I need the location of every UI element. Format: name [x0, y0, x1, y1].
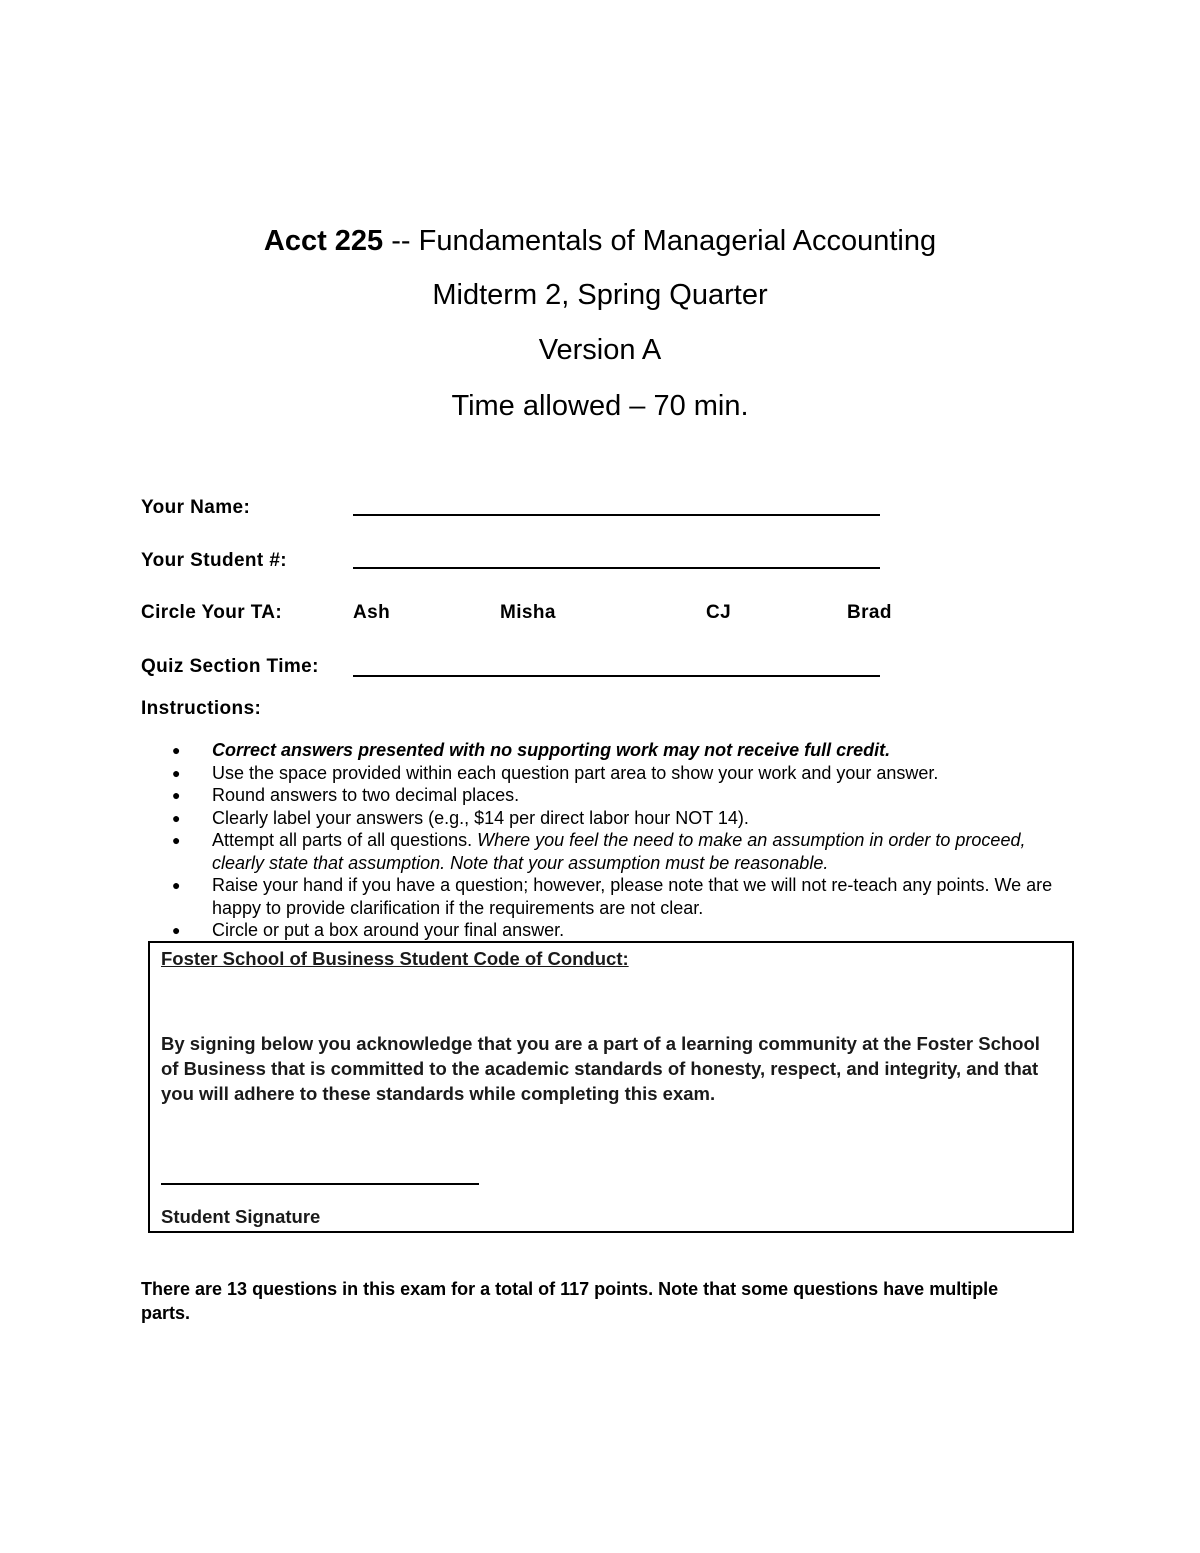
student-number-label: Your Student #: — [141, 550, 288, 571]
bullet-icon: ● — [172, 742, 181, 758]
time-allowed: Time allowed – 70 min. — [451, 390, 749, 422]
signature-line[interactable] — [161, 1183, 479, 1185]
bullet-icon: ● — [172, 832, 181, 848]
list-item — [172, 762, 1072, 785]
course-title-line — [0, 224, 1200, 258]
list-item — [172, 874, 1072, 919]
bullet-icon: ● — [172, 809, 181, 826]
course-code: Acct 225 — [263, 225, 384, 257]
course-title: -- Fundamentals of Managerial Accounting — [383, 225, 937, 257]
instruction-text: Clearly label your answers (e.g., $14 per direct labor hour NOT 14). — [212, 807, 749, 828]
exam-summary-note: There are 13 questions in this exam for a total of 117 points. Note that some questions have multiple parts. — [141, 1279, 999, 1323]
student-number-blank-line[interactable] — [353, 567, 880, 569]
list-item — [172, 919, 1072, 942]
bullet-icon: ● — [172, 877, 181, 893]
instruction-text: Circle or put a box around your final answer. — [212, 920, 565, 940]
name-label: Your Name: — [141, 497, 251, 518]
list-item — [172, 739, 1072, 762]
bullet-icon: ● — [172, 922, 181, 938]
list-item — [172, 829, 1072, 874]
instructions-list — [172, 739, 1072, 942]
quiz-section-blank-line[interactable] — [353, 675, 880, 677]
code-of-conduct-title: Foster School of Business Student Code of Conduct: — [161, 948, 629, 969]
instruction-text-italic: Where you feel the need to make an assumption in order to proceed, clearly state that assumption. Note that your assumption must be reasonable. — [212, 830, 1026, 873]
exam-name: Midterm 2, Spring Quarter — [432, 279, 768, 311]
instruction-text: Attempt all parts of all questions. — [212, 830, 478, 850]
ta-option-brad[interactable]: Brad — [847, 602, 892, 623]
ta-option-misha[interactable]: Misha — [500, 602, 556, 623]
ta-label: Circle Your TA: — [141, 602, 283, 623]
exam-version: Version A — [538, 334, 662, 366]
instruction-text: Raise your hand if you have a question; however, please note that we will not re-teach any points. We are happy to provide clarification if the requirements are not clear. — [212, 875, 1053, 918]
signature-label: Student Signature — [161, 1206, 321, 1227]
instructions-heading: Instructions: — [141, 698, 262, 719]
ta-option-ash[interactable]: Ash — [353, 602, 391, 623]
quiz-section-label: Quiz Section Time: — [141, 656, 319, 677]
code-of-conduct-body: By signing below you acknowledge that you are a part of a learning community at the Foster School of Business that is committed to the academic standards of honesty, respect, and integrity, and that you will adhere to these standards while completing this exam. — [161, 1033, 1040, 1104]
instruction-text: Round answers to two decimal places. — [212, 785, 520, 805]
instruction-text: Correct answers presented with no supporting work may not receive full credit. — [212, 740, 891, 760]
bullet-icon: ● — [172, 787, 181, 803]
ta-option-cj[interactable]: CJ — [706, 602, 732, 623]
list-item — [172, 807, 1072, 830]
name-blank-line[interactable] — [353, 514, 880, 516]
bullet-icon: ● — [172, 764, 181, 781]
instruction-text: Use the space provided within each question part area to show your work and your answer. — [212, 762, 939, 783]
list-item — [172, 784, 1072, 807]
